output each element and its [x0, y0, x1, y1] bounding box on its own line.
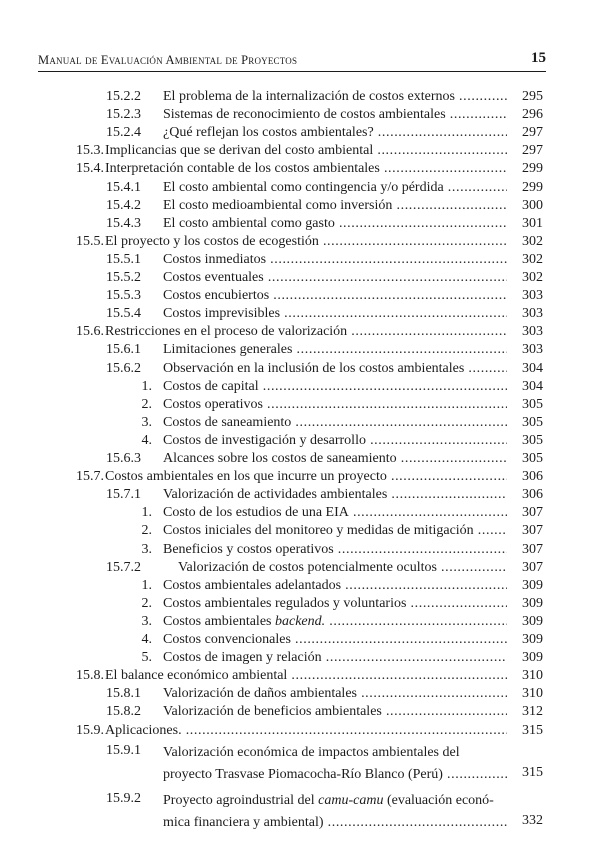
toc-entry-page: 309	[522, 650, 543, 666]
toc-entry-number: 1.	[141, 378, 152, 394]
toc-entry-page: 295	[522, 89, 543, 104]
toc-entry-number: 15.8.1	[106, 686, 141, 702]
toc-entry-number: 15.9.	[76, 722, 104, 738]
toc-entry-number: 15.4.1	[106, 179, 141, 195]
toc-entry-number: 15.3.	[76, 143, 104, 159]
toc-entry-page: 303	[522, 342, 543, 358]
toc-entry-title: Valorización de actividades ambientales .....	[163, 486, 507, 504]
toc-entry-page: 309	[522, 613, 543, 629]
toc-entry-title: Valorización de daños ambientales .....	[163, 685, 507, 703]
toc-entry-number: 15.5.3	[106, 288, 141, 304]
toc-entry-page: 296	[522, 107, 543, 123]
toc-entry-number: 15.5.4	[106, 306, 141, 322]
toc-entry-title: Valorización de costos potencialmente ocultos .....	[178, 559, 507, 577]
book-title: Manual de Evaluación Ambiental de Proyectos	[38, 53, 298, 67]
toc-entry-title: Alcances sobre los costos de saneamiento .....	[163, 450, 507, 468]
toc-entry-page: 302	[522, 233, 543, 249]
toc-entry-page: 299	[522, 161, 543, 177]
toc-entry-page: 302	[522, 270, 543, 285]
page-number: 15	[531, 50, 546, 66]
toc-entry-number: 15.6.1	[106, 342, 141, 358]
toc-entry-page: 312	[522, 704, 543, 720]
toc-entry-number: 3.	[141, 414, 152, 430]
toc-entry-number: 15.6.3	[106, 451, 141, 466]
toc-entry-page: 303	[522, 288, 543, 304]
toc-entry-number: 15.5.	[76, 233, 104, 249]
toc-entry-page: 332	[522, 812, 543, 828]
toc-entry-page: 309	[522, 632, 543, 647]
toc-entry-title: El problema de la internalización de costos externos .....	[163, 88, 507, 106]
toc-entry-number: 15.6.	[76, 324, 104, 340]
toc-entry-title: Costos ambientales en los que incurre un proyecto .....	[105, 468, 507, 486]
toc-entry-page: 300	[522, 197, 543, 213]
toc-entry-title: Valorización de beneficios ambientales .....	[163, 703, 507, 721]
toc-entry-page: 305	[522, 432, 543, 448]
toc-entry-number: 15.7.	[76, 469, 104, 485]
toc-entry-page: 310	[522, 668, 543, 684]
toc-entry-title: Costos inmediatos .....	[163, 251, 507, 269]
toc-entry-number: 15.2.2	[106, 89, 141, 104]
toc-entry-title: Costos eventuales .....	[163, 269, 507, 287]
toc-entry-page: 303	[522, 306, 543, 322]
toc-entry-title: El costo ambiental como gasto .....	[163, 215, 507, 233]
toc-entry-page: 307	[522, 559, 543, 575]
toc-entry-title: Costos de saneamiento .....	[163, 414, 507, 432]
header-rule	[38, 71, 546, 72]
toc-entry-title: Implicancias que se derivan del costo ambiental .....	[105, 142, 507, 160]
toc-entry-page: 301	[522, 215, 543, 231]
toc-entry-page: 306	[522, 487, 543, 503]
toc-entry-number: 15.8.	[76, 668, 104, 684]
toc-entry-page: 307	[522, 505, 543, 521]
toc-entry-page: 304	[522, 360, 543, 376]
toc-entry-number: 15.2.3	[106, 107, 141, 123]
toc-entry-number: 15.8.2	[106, 704, 141, 720]
toc-entry-page: 297	[522, 125, 543, 141]
toc-entry-page: 304	[522, 378, 543, 394]
toc-entry-title: El costo medioambiental como inversión .....	[163, 197, 507, 215]
toc-entry-page: 310	[522, 686, 543, 702]
toc-entry-title: Aplicaciones. .....	[105, 722, 507, 740]
toc-entry-title: Costos de imagen y relación .....	[163, 649, 507, 667]
toc-entry-number: 4.	[141, 432, 152, 448]
toc-entry-page: 315	[522, 764, 543, 780]
toc-entry-number: 15.7.2	[106, 559, 141, 575]
toc-entry-number: 15.5.2	[106, 270, 141, 285]
toc-entry-title: Restricciones en el proceso de valorización .....	[105, 323, 507, 341]
toc-entry-title: Costos operativos .....	[163, 396, 507, 414]
toc-entry-title: El costo ambiental como contingencia y/o pérdida .....	[163, 179, 507, 197]
toc-entry-title: Observación en la inclusión de los costos ambientales .....	[163, 360, 507, 378]
toc-entry-number: 1.	[141, 577, 152, 593]
toc-entry-number: 15.7.1	[106, 487, 141, 503]
toc-entry-number: 15.5.1	[106, 251, 141, 267]
toc-entry-title: Costos ambientales adelantados .....	[163, 577, 507, 595]
toc-entry-number: 3.	[141, 613, 152, 629]
toc-entry-page: 297	[522, 143, 543, 159]
toc-entry-page: 306	[522, 469, 543, 485]
toc-entry-page: 302	[522, 251, 543, 267]
toc-entry-number: 15.9.2	[106, 790, 141, 806]
toc-entry-title: Costos ambientales regulados y voluntarios .....	[163, 595, 507, 613]
toc-entry-number: 2.	[141, 523, 152, 539]
toc-entry-page: 309	[522, 595, 543, 611]
toc-entry-page: 307	[522, 523, 543, 539]
toc-entry-title: Costos imprevisibles .....	[163, 305, 507, 323]
toc-entry-title: El proyecto y los costos de ecogestión .....	[105, 233, 507, 251]
running-header	[38, 50, 546, 70]
toc-entry-title: Beneficios y costos operativos .....	[163, 541, 507, 559]
toc-entry-number: 2.	[141, 396, 152, 412]
toc-entry-title: Costos encubiertos .....	[163, 287, 507, 305]
toc-entry-number: 4.	[141, 632, 152, 647]
toc-entry-title: Costos iniciales del monitoreo y medidas de mitigación .....	[163, 522, 507, 540]
toc-entry-number: 15.2.4	[106, 125, 141, 141]
toc-entry-title: Costo de los estudios de una EIA .....	[163, 504, 507, 522]
toc-entry-title: Sistemas de reconocimiento de costos ambientales .....	[163, 106, 507, 124]
toc-entry-title: Valorización económica de impactos ambientales del proyecto Trasvase Piomacocha-Río Blanco (Perú) .....	[163, 742, 507, 786]
toc-entry-number: 15.6.2	[106, 360, 141, 376]
toc-entry-page: 315	[522, 722, 543, 738]
toc-entry-page: 305	[522, 396, 543, 412]
toc-entry-page: 299	[522, 179, 543, 195]
toc-entry-number: 15.4.3	[106, 215, 141, 231]
toc-entry-title: Costos de investigación y desarrollo .....	[163, 432, 507, 450]
toc-entry-title: ¿Qué reflejan los costos ambientales? .....	[163, 124, 507, 142]
toc-entry-number: 5.	[141, 650, 152, 666]
toc-entry-number: 15.9.1	[106, 742, 141, 758]
toc-entry-title: Costos ambientales backend. .....	[163, 613, 507, 631]
toc-entry-title: El balance económico ambiental .....	[105, 667, 507, 685]
toc-entry-page: 309	[522, 577, 543, 593]
toc-entry-title: Limitaciones generales .....	[163, 341, 507, 359]
toc-entry-number: 3.	[141, 541, 152, 557]
toc-entry-page: 303	[522, 324, 543, 340]
toc-entry-page: 307	[522, 541, 543, 557]
toc-entry-number: 15.4.	[76, 161, 104, 177]
toc-entry-title: Proyecto agroindustrial del camu-camu (evaluación econó- mica financiera y ambiental) .....	[163, 790, 507, 834]
toc-entry-page: 305	[522, 414, 543, 430]
toc-entry-title: Costos convencionales .....	[163, 631, 507, 649]
toc-entry-number: 1.	[141, 505, 152, 521]
toc-entry-number: 2.	[141, 595, 152, 611]
toc-entry-title: Interpretación contable de los costos ambientales .....	[105, 160, 507, 178]
toc-entry-title: Costos de capital .....	[163, 378, 507, 396]
toc-entry-number: 15.4.2	[106, 197, 141, 213]
toc-entry-page: 305	[522, 451, 543, 466]
